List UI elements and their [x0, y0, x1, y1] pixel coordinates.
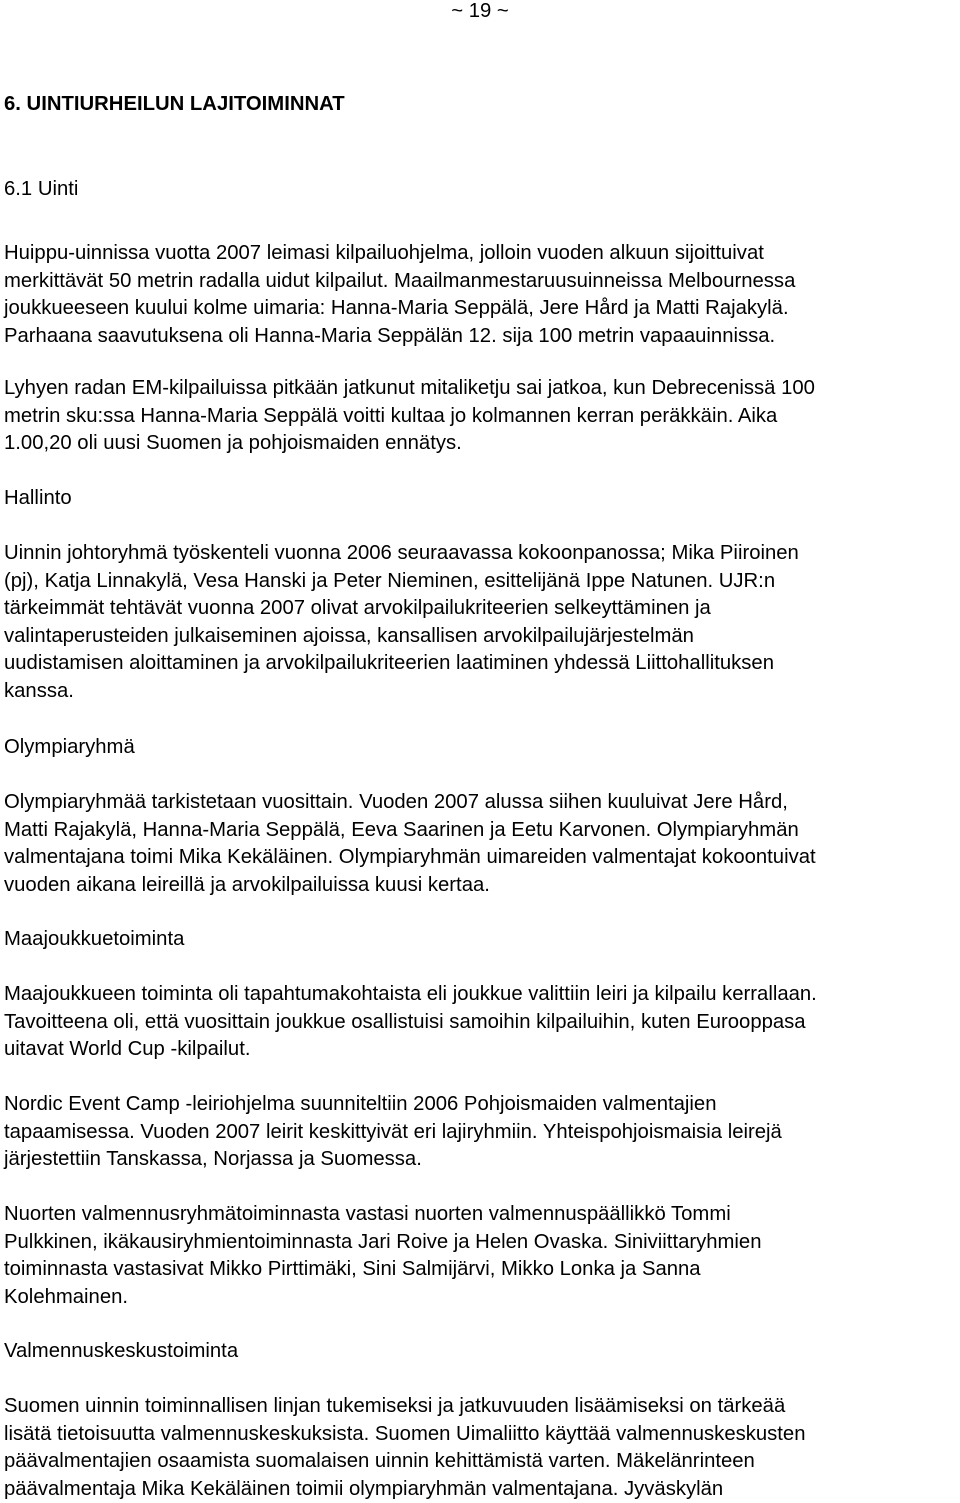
- text-line: joukkueeseen kuului kolme uimaria: Hanna-Maria Seppälä, Jere Hård ja Matti Rajakylä.: [4, 297, 789, 320]
- text-line: (pj), Katja Linnakylä, Vesa Hanski ja Peter Nieminen, esittelijänä Ippe Natunen. UJR:n: [4, 569, 776, 592]
- text-line: Nordic Event Camp -leiriohjelma suunniteltiin 2006 Pohjoismaiden valmentajien: [4, 1093, 717, 1115]
- text-line: valmentajana toimi Mika Kekäläinen. Olympiaryhmän uimareiden valmentajat kokoontuivat: [4, 846, 816, 869]
- text-line: uitavat World Cup -kilpailut.: [4, 1038, 251, 1061]
- text-line: Pulkkinen, ikäkausiryhmientoiminnasta Jari Roive ja Helen Ovaska. Siniviittaryhmien: [4, 1230, 762, 1253]
- text-line: lisätä tietoisuutta valmennuskeskuksista. Suomen Uimaliitto käyttää valmennuskeskusten: [4, 1422, 806, 1445]
- text-line: Tavoitteena oli, että vuosittain joukkue osallistuisi samoihin kilpailuihin, kuten Eurooppasa: [4, 1010, 806, 1033]
- page-number: ~ 19 ~: [451, 0, 509, 22]
- heading-olympiaryhma: Olympiaryhmä: [4, 736, 135, 758]
- paragraph-nordic-event-camp: [4, 1091, 782, 1174]
- text-line: Huippu-uinnissa vuotta 2007 leimasi kilpailuohjelma, jolloin vuoden alkuun sijoittuivat: [4, 242, 764, 264]
- text-line: 1.00,20 oli uusi Suomen ja pohjoismaiden ennätys.: [4, 432, 462, 455]
- text-line: järjestettiin Tanskassa, Norjassa ja Suomessa.: [4, 1148, 422, 1171]
- text-line: vuoden aikana leireillä ja arvokilpailuissa kuusi kertaa.: [4, 873, 490, 896]
- text-line: päävalmentajien osaamista suomalaisen uinnin kehittämistä varten. Mäkelänrinteen: [4, 1450, 755, 1473]
- section-heading: 6. UINTIURHEILUN LAJITOIMINNAT: [4, 93, 345, 115]
- text-line: Olympiaryhmää tarkistetaan vuosittain. Vuoden 2007 alussa siihen kuuluivat Jere Hård,: [4, 791, 788, 813]
- text-line: Parhaana saavutuksena oli Hanna-Maria Seppälän 12. sija 100 metrin vapaauinnissa.: [4, 324, 776, 347]
- paragraph-maajoukkue: [4, 981, 817, 1064]
- text-line: Suomen uinnin toiminnallisen linjan tukemiseksi ja jatkuvuuden lisäämiseksi on tärkeää: [4, 1395, 786, 1417]
- heading-hallinto: Hallinto: [4, 487, 72, 509]
- heading-maajoukkuetoiminta: Maajoukkuetoiminta: [4, 928, 185, 950]
- subsection-heading: 6.1 Uinti: [4, 178, 79, 200]
- text-line: uudistamisen aloittaminen ja arvokilpailukriteerien laatiminen yhdessä Liittohallituksen: [4, 652, 774, 675]
- text-line: merkittävät 50 metrin radalla uidut kilpailut. Maailmanmestaruusuinneissa Melbournessa: [4, 269, 796, 292]
- paragraph-em-kilpailut: [4, 375, 815, 458]
- paragraph-olympiaryhma: [4, 789, 816, 899]
- text-line: tapaamisessa. Vuoden 2007 leirit keskittyivät eri lajiryhmiin. Yhteispohjoismaisia leirejä: [4, 1120, 782, 1143]
- text-line: Maajoukkueen toiminta oli tapahtumakohtaista eli joukkue valittiin leiri ja kilpailu kerrallaan.: [4, 983, 817, 1005]
- text-line: Lyhyen radan EM-kilpailuissa pitkään jatkunut mitaliketju sai jatkoa, kun Debrecenissä 100: [4, 377, 815, 399]
- text-line: Nuorten valmennusryhmätoiminnasta vastasi nuorten valmennuspäällikkö Tommi: [4, 1203, 731, 1225]
- text-line: päävalmentaja Mika Kekäläinen toimii olympiaryhmän valmentajana. Jyväskylän: [4, 1477, 724, 1500]
- text-line: valintaperusteiden julkaiseminen ajoissa, kansallisen arvokilpailujärjestelmän: [4, 624, 694, 647]
- text-line: kanssa.: [4, 679, 74, 702]
- text-line: tärkeimmät tehtävät vuonna 2007 olivat arvokilpailukriteerien selkeyttäminen ja: [4, 597, 711, 620]
- text-line: toiminnasta vastasivat Mikko Pirttimäki, Sini Salmijärvi, Mikko Lonka ja Sanna: [4, 1258, 701, 1281]
- text-line: metrin sku:ssa Hanna-Maria Seppälä voitti kultaa jo kolmannen kerran peräkkäin. Aika: [4, 404, 778, 427]
- paragraph-hallinto: [4, 540, 799, 706]
- paragraph-huippu-uinti: [4, 240, 795, 350]
- text-line: Uinnin johtoryhmä työskenteli vuonna 2006 seuraavassa kokoonpanossa; Mika Piiroinen: [4, 542, 799, 564]
- text-line: Matti Rajakylä, Hanna-Maria Seppälä, Eeva Saarinen ja Eetu Karvonen. Olympiaryhmän: [4, 818, 799, 841]
- text-line: Kolehmainen.: [4, 1285, 129, 1308]
- paragraph-nuorten-valmennus: [4, 1201, 762, 1311]
- heading-valmennuskeskustoiminta: Valmennuskeskustoiminta: [4, 1340, 239, 1362]
- paragraph-valmennuskeskus: [4, 1393, 806, 1503]
